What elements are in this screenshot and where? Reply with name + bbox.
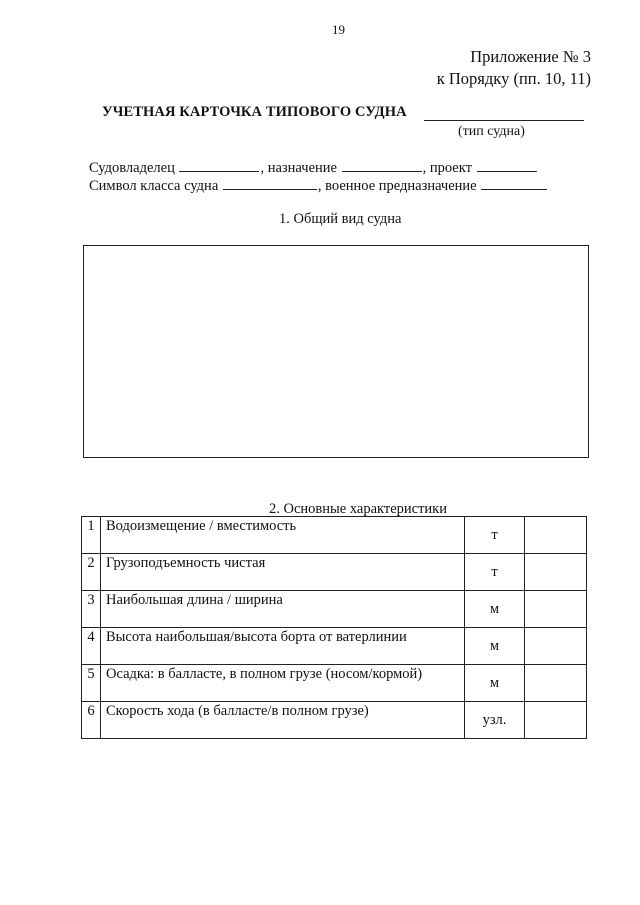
value-cell[interactable] — [525, 665, 587, 702]
appendix-line-1: Приложение № 3 — [470, 47, 591, 66]
table-row — [82, 665, 587, 702]
appendix-line-2: к Порядку (пп. 10, 11) — [436, 69, 591, 88]
vessel-view-box[interactable] — [83, 245, 589, 458]
owner-label: Судовладелец — [89, 160, 175, 176]
owner-blank[interactable] — [179, 159, 259, 172]
characteristic-name: Наибольшая длина / ширина — [101, 591, 465, 628]
value-cell[interactable] — [525, 591, 587, 628]
purpose-label: , назначение — [260, 160, 337, 176]
row-number: 3 — [82, 591, 101, 628]
table-row — [82, 702, 587, 739]
characteristic-name: Водоизмещение / вместимость — [101, 517, 465, 554]
military-purpose-blank[interactable] — [481, 177, 547, 190]
table-row — [82, 517, 587, 554]
card-title: УЧЕТНАЯ КАРТОЧКА ТИПОВОГО СУДНА — [102, 104, 407, 120]
appendix-reference — [437, 46, 591, 90]
value-cell[interactable] — [525, 554, 587, 591]
class-symbol-blank[interactable] — [223, 177, 317, 190]
table-row — [82, 554, 587, 591]
vessel-type-blank[interactable] — [424, 120, 584, 121]
value-cell[interactable] — [525, 517, 587, 554]
characteristic-name: Скорость хода (в балласте/в полном грузе) — [101, 702, 465, 739]
owner-row — [89, 159, 538, 177]
unit-cell: м — [465, 665, 525, 702]
unit-cell: узл. — [465, 702, 525, 739]
vessel-type-hint: (тип судна) — [458, 124, 525, 139]
class-symbol-label: Символ класса судна — [89, 178, 219, 194]
unit-cell: м — [465, 591, 525, 628]
section-2-title: 2. Основные характеристики — [269, 501, 447, 517]
project-blank[interactable] — [477, 159, 537, 172]
characteristic-name: Грузоподъемность чистая — [101, 554, 465, 591]
project-label: , проект — [422, 160, 472, 176]
row-number: 6 — [82, 702, 101, 739]
class-row — [89, 177, 548, 195]
row-number: 4 — [82, 628, 101, 665]
value-cell[interactable] — [525, 702, 587, 739]
row-number: 1 — [82, 517, 101, 554]
row-number: 2 — [82, 554, 101, 591]
characteristic-name: Высота наибольшая/высота борта от ватерлинии — [101, 628, 465, 665]
page-number: 19 — [332, 22, 345, 37]
unit-cell: т — [465, 517, 525, 554]
characteristics-table — [81, 516, 587, 739]
section-1-title: 1. Общий вид судна — [279, 211, 402, 227]
row-number: 5 — [82, 665, 101, 702]
purpose-blank[interactable] — [342, 159, 422, 172]
unit-cell: м — [465, 628, 525, 665]
table-row — [82, 628, 587, 665]
table-row — [82, 591, 587, 628]
unit-cell: т — [465, 554, 525, 591]
military-purpose-label: , военное предназначение — [317, 178, 477, 194]
characteristic-name: Осадка: в балласте, в полном грузе (носом/кормой) — [101, 665, 465, 702]
value-cell[interactable] — [525, 628, 587, 665]
